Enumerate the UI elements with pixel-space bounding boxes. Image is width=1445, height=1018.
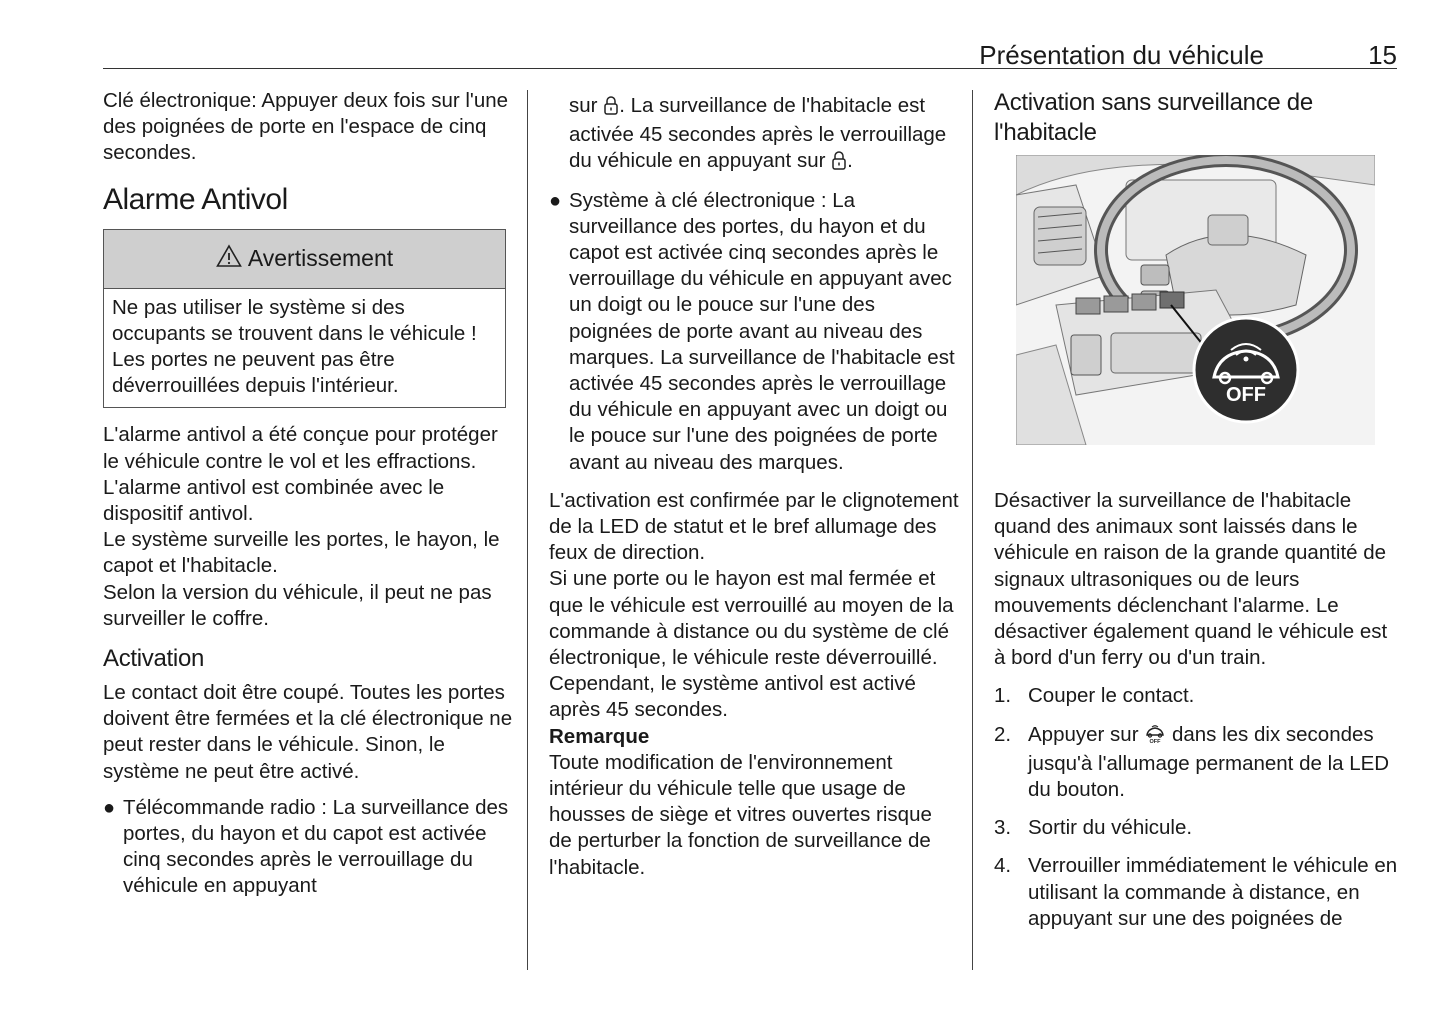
svg-text:OFF: OFF: [1149, 738, 1161, 744]
subsection-title: Activation sans surveillance de l'habitacle: [994, 89, 1313, 146]
column-divider-2: [972, 90, 973, 970]
warning-title: Avertissement: [247, 245, 394, 272]
step-text: [1028, 722, 1404, 804]
paragraph: Si une porte ou le hayon est mal fermée et que le véhicule est verrouillé au moyen de la commande à distance ou du système de clé électronique, le véhicule reste déverrouillé. Cependant, le système antivol est activé après 45 secondes.: [549, 567, 954, 722]
bullet-item: [103, 795, 513, 900]
continuation-text: sur: [569, 94, 598, 117]
paragraph: L'alarme antivol a été conçue pour protéger le véhicule contre le vol et les effractions.: [103, 423, 498, 473]
intro-paragraph: Clé électronique: Appuyer deux fois sur l'une des poignées de porte en l'espace de cinq secondes.: [103, 89, 509, 165]
warning-triangle-icon: [216, 244, 242, 274]
step-text-part: Appuyer sur: [1028, 722, 1139, 746]
warning-box: [103, 229, 506, 409]
step-number: 2.: [994, 722, 1012, 746]
warning-body: Ne pas utiliser le système si des occupants se trouvent dans le véhicule ! Les portes ne peuvent pas être déverrouillées depuis l'intérieur.: [112, 295, 477, 398]
section-title: Alarme Antivol: [103, 182, 288, 216]
column-2: [549, 93, 959, 881]
activation-paragraph: Le contact doit être coupé. Toutes les portes doivent être fermées et la clé électronique ne peut rester dans le véhicule. Sinon, le système ne peut être activé.: [103, 681, 513, 783]
step-number: 3.: [994, 816, 1012, 840]
interior-monitoring-off-icon: [1144, 724, 1166, 751]
column-1: [103, 88, 513, 900]
off-label: OFF: [1226, 384, 1266, 406]
column-3: [994, 88, 1404, 148]
numbered-step: [994, 722, 1404, 804]
column-divider-1: [527, 90, 528, 970]
note-label: Remarque: [549, 724, 650, 748]
step-text: Sortir du véhicule.: [1028, 816, 1193, 840]
lock-icon: [831, 150, 847, 177]
bullet-item: [549, 188, 959, 476]
numbered-step: [994, 815, 1404, 841]
bullet-dot: ●: [549, 189, 562, 212]
lock-icon: [603, 95, 619, 122]
continuation-text: sur: [796, 149, 826, 173]
dashboard-illustration: [1016, 155, 1375, 445]
paragraph: Le système surveille les portes, le hayon, le capot et l'habitacle.: [103, 528, 500, 578]
bullet-continuation: [549, 93, 959, 178]
page-number: 15: [1368, 40, 1397, 70]
step-text: Verrouiller immédiatement le véhicule en utilisant la commande à distance, en appuyant sur une des poignées de: [1028, 854, 1398, 930]
bullet-text: Télécommande radio : La surveillance des portes, du hayon et du capot est activée cinq secondes après le verrouillage du véhicule en appuyant: [123, 795, 509, 898]
bullet-dot: ●: [103, 796, 116, 819]
paragraph: Selon la version du véhicule, il peut ne pas surveiller le coffre.: [103, 580, 492, 630]
running-header-title: Présentation du véhicule: [979, 40, 1264, 70]
paragraph: Désactiver la surveillance de l'habitacle quand des animaux sont laissés dans le véhicule en raison de la grande quantité de signaux ultrasoniques ou de leurs mouvements déclenchant l'alarme. Le désactiver également quand le véhicule est à bord d'un ferry ou d'un train.: [994, 489, 1388, 670]
continuation-text: .: [847, 149, 853, 173]
numbered-step: [994, 853, 1404, 932]
column-3-body: [994, 488, 1404, 932]
header-rule: [103, 68, 1397, 69]
paragraph: L'alarme antivol est combinée avec le dispositif antivol.: [103, 475, 445, 526]
note-text: Toute modification de l'environnement intérieur du véhicule telle que usage de housses de siège et vitres ouvertes risque de perturber la fonction de surveillance de l'habitacle.: [549, 750, 932, 879]
warning-header: [104, 230, 505, 289]
step-number: 1.: [994, 684, 1012, 708]
numbered-step: [994, 683, 1404, 709]
step-text: Couper le contact.: [1028, 684, 1195, 708]
activation-title: Activation: [103, 645, 205, 673]
step-text-part: dans les dix secondes jusqu'à l'allumage permanent de la LED du bouton.: [1028, 722, 1390, 802]
bullet-text: Système à clé électronique : La surveillance des portes, du hayon et du capot est activée cinq secondes après le verrouillage du véhicule en appuyant avec un doigt ou le pouce sur l'une des poignées de porte avant au niveau des marques. La surveillance de l'habitacle est activée 45 secondes après le verrouillage du véhicule en appuyant avec un doigt ou le pouce sur l'une des poignées de porte avant au niveau des marques.: [569, 188, 955, 474]
continuation-text: . La surveillance de l'habitacle est activée 45 secondes après le verrouillage du véhicule en appuyant: [569, 94, 947, 173]
paragraph: L'activation est confirmée par le clignotement de la LED de statut et le bref allumage des feux de direction.: [549, 488, 959, 565]
step-number: 4.: [994, 854, 1012, 878]
